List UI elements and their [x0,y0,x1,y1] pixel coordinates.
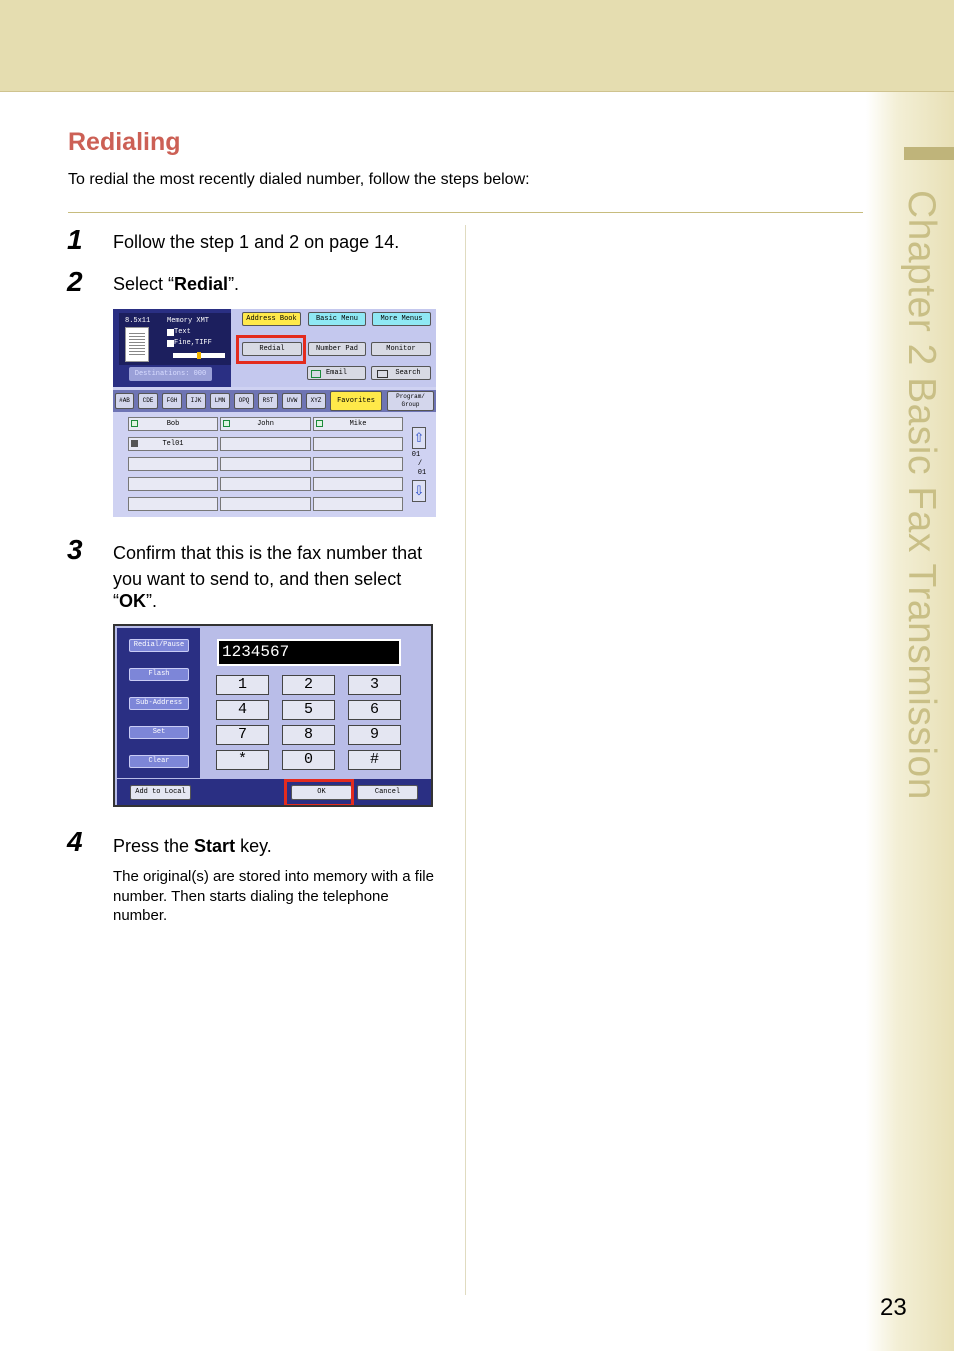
entry-name: Tel01 [162,440,184,448]
key-hash[interactable]: # [348,750,401,770]
scroll-down-button[interactable] [412,480,426,502]
email-button[interactable] [307,366,366,380]
step-number: 2 [67,266,83,297]
format-icon [167,340,174,347]
step-text-pre: “ [113,591,119,611]
number-pad-screen [113,624,433,807]
sub-address-button[interactable]: Sub-Address [129,697,189,710]
email-icon [223,420,230,427]
tab-more-menus[interactable]: More Menus [372,312,431,326]
index-tab[interactable]: LMN [210,393,230,409]
page-number: 23 [880,1294,907,1321]
redial-pause-button[interactable]: Redial/Pause [129,639,189,652]
index-tab[interactable]: #AB [115,393,134,409]
step-note: The original(s) are stored into memory with a file number. Then starts dialing the telephone number. [113,868,434,924]
step-text-pre: Press the [113,836,195,856]
format: Fine,TIFF [174,339,212,347]
index-tab-favorites[interactable]: Favorites [330,391,382,411]
quality: Text [174,328,191,336]
step-text [113,272,239,296]
page-total: 01 [417,469,427,477]
step-text-bold: Start [194,836,236,856]
contrast-slider[interactable] [167,351,233,359]
address-entry-empty[interactable] [128,457,218,471]
document-icon [125,327,149,362]
key-star[interactable]: * [216,750,269,770]
tab-address-book[interactable]: Address Book [242,312,301,326]
paper-size: 8.5x11 [125,317,151,325]
address-entry-tel01[interactable] [128,437,218,451]
address-entry-empty[interactable] [220,437,311,451]
address-entry-empty[interactable] [313,497,403,511]
header-band [0,0,954,92]
index-tab[interactable]: UVW [282,393,302,409]
key-5[interactable]: 5 [282,700,335,720]
destinations-count: Destinations: 000 [129,367,212,381]
step-text [113,834,272,858]
step-text-post: ”. [228,274,240,294]
step-text-line: Confirm that this is the fax number that [113,543,423,563]
key-7[interactable]: 7 [216,725,269,745]
tab-basic-menu[interactable]: Basic Menu [308,312,366,326]
entry-name: John [257,420,274,428]
redial-highlight [236,335,306,364]
set-button[interactable]: Set [129,726,189,739]
email-label: Email [325,369,347,377]
monitor-button[interactable]: Monitor [371,342,431,356]
index-tab[interactable]: IJK [186,393,206,409]
chapter-title: Chapter 2 Basic Fax Transmission [900,190,943,800]
index-tab[interactable]: XYZ [306,393,326,409]
email-icon [131,420,138,427]
transmit-mode: Memory XMT [167,317,210,325]
email-icon [311,370,321,378]
address-entry-bob[interactable] [128,417,218,431]
step-number: 1 [67,224,83,255]
entry-name: Mike [349,420,367,428]
divider [68,212,863,213]
book-icon [377,370,388,378]
email-icon [316,420,323,427]
page-current: 01 [411,451,421,459]
redial-button[interactable]: Redial [242,342,302,356]
key-1[interactable]: 1 [216,675,269,695]
key-3[interactable]: 3 [348,675,401,695]
section-title: Redialing [68,128,181,156]
number-display: 1234567 [217,639,401,666]
clear-button[interactable]: Clear [129,755,189,768]
step-text-bold: OK [119,591,146,611]
address-entry-empty[interactable] [220,477,311,491]
add-to-local-button[interactable]: Add to Local [130,785,191,800]
address-entry-empty[interactable] [313,477,403,491]
step-text-line: you want to send to, and then select [113,569,402,589]
section-intro: To redial the most recently dialed number, follow the steps below: [68,171,530,188]
key-9[interactable]: 9 [348,725,401,745]
index-tab[interactable]: OPQ [234,393,254,409]
step-text-line [113,589,157,613]
number-pad-button[interactable]: Number Pad [308,342,366,356]
page-separator: / [417,460,423,468]
address-entry-empty[interactable] [313,437,403,451]
address-book-screen [113,309,436,517]
step-number: 4 [67,826,83,857]
index-tab-program-group[interactable]: Program/ Group [387,391,434,411]
step-text-post: ”. [146,591,157,611]
scroll-up-button[interactable] [412,427,426,449]
index-tab[interactable]: RST [258,393,278,409]
entry-name: Bob [166,420,180,428]
search-label: Search [395,369,421,377]
step-text-pre: Select “ [113,274,175,294]
fax-icon [131,440,138,447]
key-6[interactable]: 6 [348,700,401,720]
step-text-bold: Redial [174,274,229,294]
status-panel [119,313,231,365]
address-entry-empty[interactable] [220,457,311,471]
index-tab[interactable]: FGH [162,393,182,409]
address-entry-mike[interactable] [313,417,403,431]
key-4[interactable]: 4 [216,700,269,720]
cancel-button[interactable]: Cancel [357,785,418,800]
flash-button[interactable]: Flash [129,668,189,681]
address-entry-empty[interactable] [128,477,218,491]
address-entry-empty[interactable] [220,497,311,511]
index-tab[interactable]: CDE [138,393,158,409]
search-button[interactable] [371,366,431,380]
ok-highlight [284,779,354,807]
step-number: 3 [67,534,83,565]
column-divider [465,225,466,1295]
key-8[interactable]: 8 [282,725,335,745]
arrow-up-icon: ⇧ [413,430,425,445]
address-entry-empty[interactable] [128,497,218,511]
address-entry-john[interactable] [220,417,311,431]
address-entry-empty[interactable] [313,457,403,471]
arrow-down-icon: ⇩ [413,483,425,498]
chapter-marker [904,147,954,160]
key-0[interactable]: 0 [282,750,335,770]
ok-button[interactable]: OK [291,785,352,800]
key-2[interactable]: 2 [282,675,335,695]
step-text: Follow the step 1 and 2 on page 14. [113,232,400,252]
step-text-post: key. [235,836,272,856]
quality-icon [167,329,174,336]
